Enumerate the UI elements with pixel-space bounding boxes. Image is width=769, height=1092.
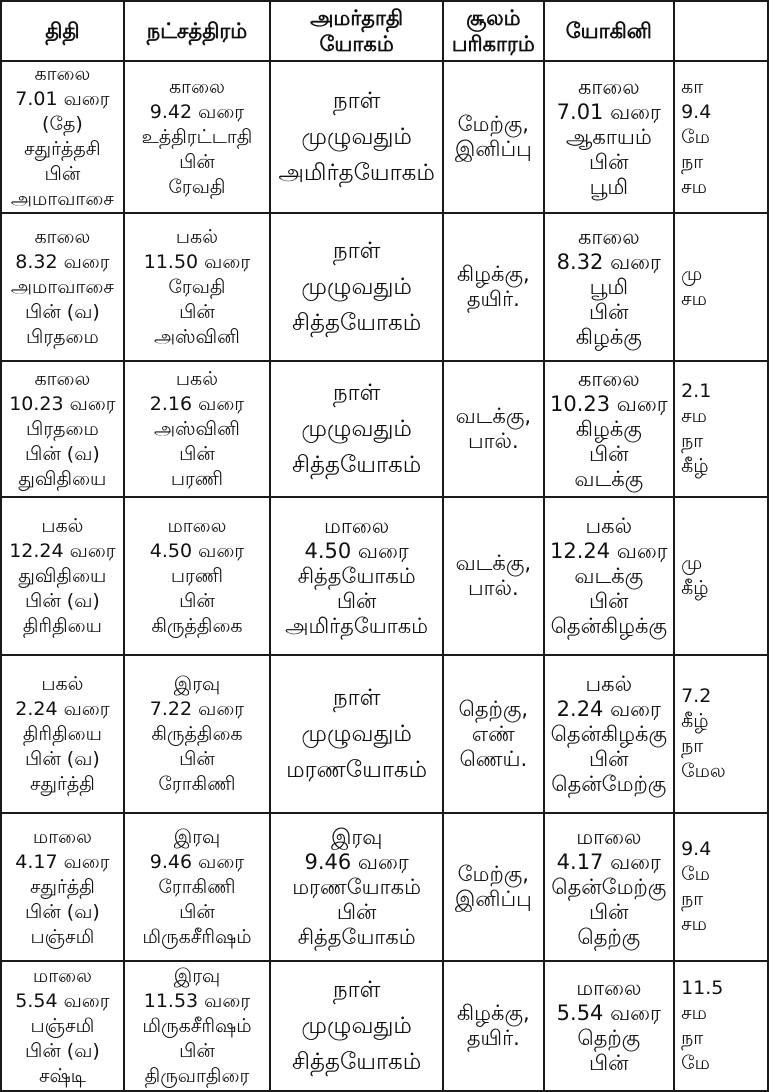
- header-yogini: யோகினி: [544, 1, 675, 61]
- cell-thithi: காலை 8.32 வரை அமாவாசை பின் (வ) பிரதமை: [1, 213, 124, 361]
- cell-yogini: காலை 7.01 வரை ஆகாயம் பின் பூமி: [544, 61, 675, 213]
- header-thithi: திதி: [1, 1, 124, 61]
- cell-thithi: காலை 10.23 வரை பிரதமை பின் (வ) துவிதியை: [1, 361, 124, 497]
- cell-extra: கா 9.4 மே நா சம: [674, 61, 768, 213]
- header-soolam: சூலம் பரிகாரம்: [443, 1, 543, 61]
- header-row: [1, 1, 768, 61]
- cell-natchathiram: பகல் 2.16 வரை அஸ்வினி பின் பரணி: [124, 361, 270, 497]
- table-row: [1, 655, 768, 813]
- cell-soolam: கிழக்கு, தயிர்.: [443, 213, 543, 361]
- cell-extra: 11.5 சம நா மே: [674, 961, 768, 1091]
- cell-soolam: வடக்கு, பால்.: [443, 361, 543, 497]
- cell-extra: 2.1 சம நா கீழ்: [674, 361, 768, 497]
- cell-thithi: பகல் 2.24 வரை திரிதியை பின் (வ) சதுர்த்தி: [1, 655, 124, 813]
- cell-yogam: மாலை 4.50 வரை சித்தயோகம் பின் அமிர்தயோகம்: [270, 497, 443, 655]
- cell-thithi: மாலை 4.17 வரை சதுர்த்தி பின் (வ) பஞ்சமி: [1, 813, 124, 961]
- cell-natchathiram: இரவு 11.53 வரை மிருகசீரிஷம் பின் திருவாதிரை: [124, 961, 270, 1091]
- cell-extra: 9.4 மே நா சம: [674, 813, 768, 961]
- cell-yogam: நாள் முழுவதும் சித்தயோகம்: [270, 361, 443, 497]
- cell-natchathiram: இரவு 9.46 வரை ரோகிணி பின் மிருகசீரிஷம்: [124, 813, 270, 961]
- cell-thithi: மாலை 5.54 வரை பஞ்சமி பின் (வ) சஷ்டி: [1, 961, 124, 1091]
- cell-soolam: வடக்கு, பால்.: [443, 497, 543, 655]
- cell-yogam: நாள் முழுவதும் சித்தயோகம்: [270, 961, 443, 1091]
- cell-soolam: தெற்கு, எண் ணெய்.: [443, 655, 543, 813]
- cell-yogini: மாலை 5.54 வரை தெற்கு பின்: [544, 961, 675, 1091]
- cell-yogini: பகல் 2.24 வரை தென்கிழக்கு பின் தென்மேற்கு: [544, 655, 675, 813]
- cell-natchathiram: மாலை 4.50 வரை பரணி பின் கிருத்திகை: [124, 497, 270, 655]
- cell-extra: மு சம: [674, 213, 768, 361]
- table-row: [1, 361, 768, 497]
- cell-natchathiram: இரவு 7.22 வரை கிருத்திகை பின் ரோகிணி: [124, 655, 270, 813]
- header-natchathiram: நட்சத்திரம்: [124, 1, 270, 61]
- cell-yogini: காலை 8.32 வரை பூமி பின் கிழக்கு: [544, 213, 675, 361]
- cell-yogam: நாள் முழுவதும் அமிர்தயோகம்: [270, 61, 443, 213]
- cell-thithi: காலை 7.01 வரை (தே) சதுர்த்தசி பின் அமாவாசை: [1, 61, 124, 213]
- table-row: [1, 497, 768, 655]
- cell-extra: மு கீழ்: [674, 497, 768, 655]
- header-yogam: அமர்தாதி யோகம்: [270, 1, 443, 61]
- header-extra: [674, 1, 768, 61]
- cell-soolam: மேற்கு, இனிப்பு: [443, 813, 543, 961]
- cell-yogam: நாள் முழுவதும் மரணயோகம்: [270, 655, 443, 813]
- table-row: [1, 813, 768, 961]
- cell-yogini: பகல் 12.24 வரை வடக்கு பின் தென்கிழக்கு: [544, 497, 675, 655]
- cell-natchathiram: காலை 9.42 வரை உத்திரட்டாதி பின் ரேவதி: [124, 61, 270, 213]
- cell-yogam: இரவு 9.46 வரை மரணயோகம் பின் சித்தயோகம்: [270, 813, 443, 961]
- cell-extra: 7.2 கீழ் நா மேல: [674, 655, 768, 813]
- cell-soolam: மேற்கு, இனிப்பு: [443, 61, 543, 213]
- cell-thithi: பகல் 12.24 வரை துவிதியை பின் (வ) திரிதியை: [1, 497, 124, 655]
- table-row: [1, 961, 768, 1091]
- cell-yogini: காலை 10.23 வரை கிழக்கு பின் வடக்கு: [544, 361, 675, 497]
- cell-natchathiram: பகல் 11.50 வரை ரேவதி பின் அஸ்வினி: [124, 213, 270, 361]
- cell-yogam: நாள் முழுவதும் சித்தயோகம்: [270, 213, 443, 361]
- cell-yogini: மாலை 4.17 வரை தென்மேற்கு பின் தெற்கு: [544, 813, 675, 961]
- table-row: [1, 213, 768, 361]
- cell-soolam: கிழக்கு, தயிர்.: [443, 961, 543, 1091]
- table-row: [1, 61, 768, 213]
